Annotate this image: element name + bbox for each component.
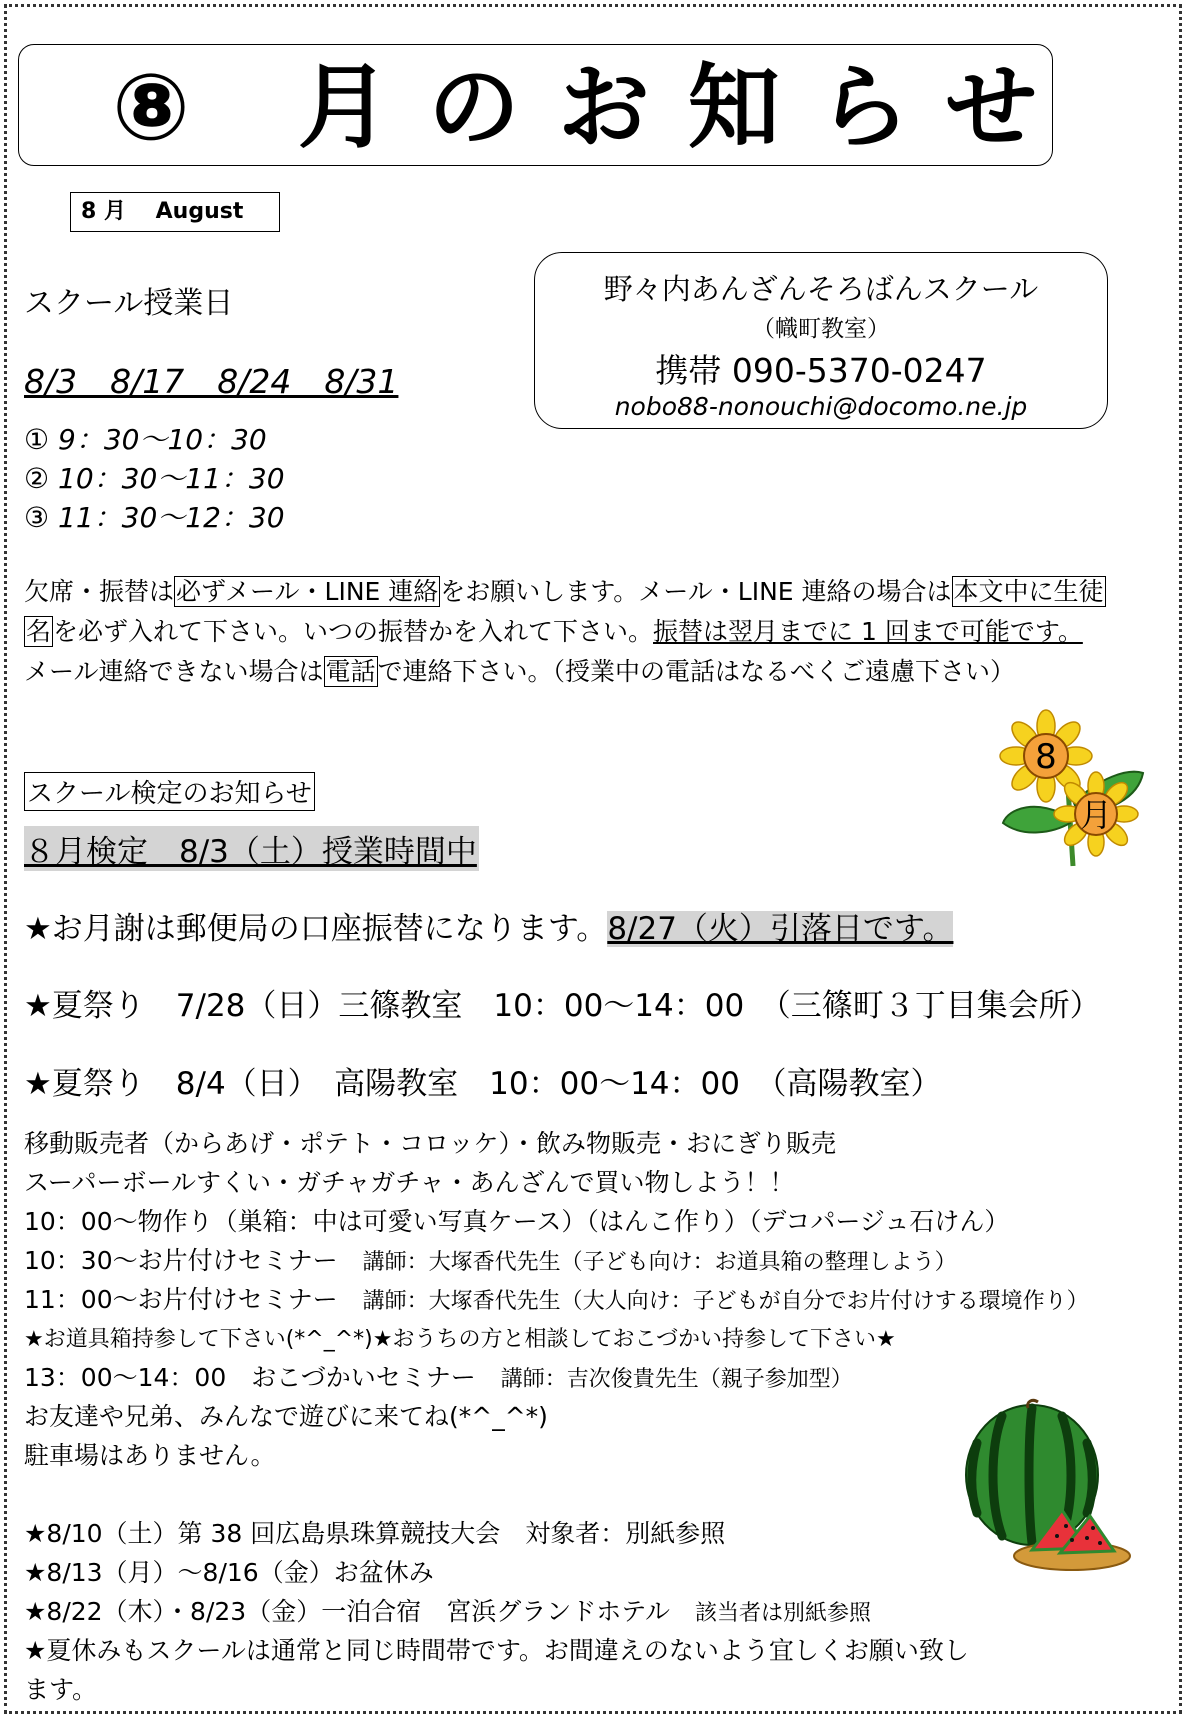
page-title: ⑧ 月のお知らせ (112, 54, 1076, 161)
time-slot-3: ③ 11：30〜12：30 (24, 501, 285, 534)
tuition-date: 8/27（火）引落日です。 (607, 911, 954, 947)
kentei-label: スクール検定のお知らせ (24, 772, 315, 811)
bring-note: ★お道具箱持参して下さい(*^_^*)★おうちの方と相談しておこづかい持参して下さい★ (24, 1327, 896, 1352)
seminar-teacher: 講師：大塚香代先生（子ども向け：お道具箱の整理しよう） (362, 1250, 957, 1275)
detail-line: 10：00〜物作り（巣箱：中は可愛い写真ケース）（はんこ作り）（デコパージュ石けん） (24, 1207, 1010, 1236)
absence-boxed-text: 必ずメール・LINE 連絡 (176, 577, 439, 606)
camp-event (24, 1592, 871, 1628)
time-slot-2: ② 10：30〜11：30 (24, 462, 285, 495)
seminar-time: 10：30〜お片付けセミナー (24, 1246, 363, 1275)
month-label: 8 月 August (70, 192, 280, 232)
school-name: 野々内あんざんそろばんスクール (603, 272, 1039, 306)
seminar-1 (24, 1241, 957, 1277)
event-1: ★8/10（土）第 38 回広島県珠算競技大会 対象者：別紙参照 (24, 1519, 726, 1548)
detail-line: 移動販売者（からあげ・ポテト・コロッケ）・飲み物販売・おにぎり販売 (24, 1129, 837, 1158)
email-address: nobo88-nonouchi@docomo.ne.jp (614, 392, 1028, 421)
sunflower-icon (998, 708, 1148, 868)
contact-box (534, 252, 1108, 429)
tuition-text: ★お月謝は郵便局の口座振替になります。 (24, 911, 608, 947)
watermelon-icon (962, 1398, 1132, 1573)
sunflower-bottom-label: 月 (1079, 796, 1113, 834)
absence-line-1 (24, 572, 1106, 612)
seminar-teacher: 講師：大塚香代先生（大人向け：子どもが自分でお片付けする環境作り） (362, 1289, 1089, 1314)
kentei-text: ８月検定 8/3（土）授業時間中 (24, 826, 479, 871)
absence-text: メール連絡できない場合は (24, 657, 324, 686)
phone-number: 携帯 090-5370-0247 (655, 351, 987, 390)
sunflower-top-label: 8 (1035, 737, 1057, 777)
time-slot-1: ① 9：30〜10：30 (24, 423, 267, 456)
event-2: ★8/13（月）〜8/16（金）お盆休み (24, 1558, 434, 1587)
seminar-time: 11：00〜お片付けセミナー (24, 1285, 363, 1314)
absence-line-2 (24, 612, 1083, 652)
school-dates: 8/3 8/17 8/24 8/31 (24, 362, 399, 401)
tuition-note (24, 903, 953, 948)
camp-note: 該当者は別紙参照 (694, 1601, 871, 1626)
absence-text: 欠席・振替は (24, 577, 175, 606)
seminar-2 (24, 1280, 1089, 1316)
absence-text: で連絡下さい。（授業中の電話はなるべくご遠慮下さい） (377, 657, 1016, 686)
classroom-name: （幟町教室） (752, 316, 890, 342)
school-days-heading: スクール授業日 (24, 286, 234, 321)
parking-note: 駐車場はありません。 (24, 1441, 276, 1470)
seminar-3 (24, 1358, 853, 1394)
invite-text: お友達や兄弟、みんなで遊びに来てね(*^_^*) (24, 1402, 548, 1431)
summer-note-line-2: ます。 (24, 1675, 98, 1704)
detail-line: スーパーボールすくい・ガチャガチャ・あんざんで買い物しよう！！ (24, 1168, 795, 1197)
absence-line-3 (24, 652, 1015, 692)
festival-2: ★夏祭り 8/4（日） 高陽教室 10：00〜14：00 （高陽教室） (24, 1066, 942, 1102)
seminar-time: 13：00〜14：00 おこづかいセミナー (24, 1363, 501, 1392)
absence-boxed-text: 電話 (325, 657, 376, 686)
absence-text: を必ず入れて下さい。いつの振替かを入れて下さい。 (53, 617, 654, 646)
seminar-teacher: 講師：吉次俊貴先生（親子参加型） (500, 1367, 853, 1392)
festival-1: ★夏祭り 7/28（日）三篠教室 10：00〜14：00 （三篠町３丁目集会所） (24, 988, 1101, 1024)
camp-text: ★8/22（木）・8/23（金）一泊合宿 宮浜グランドホテル (24, 1597, 695, 1626)
absence-boxed-text: 本文中に生徒 (953, 577, 1104, 606)
absence-boxed-text: 名 (26, 617, 52, 646)
absence-text: をお願いします。メール・LINE 連絡の場合は (440, 577, 952, 606)
summer-note-line-1: ★夏休みもスクールは通常と同じ時間帯です。お間違えのないよう宜しくお願い致し (24, 1636, 969, 1665)
absence-underlined-text: 振替は翌月までに 1 回まで可能です。 (653, 617, 1083, 646)
